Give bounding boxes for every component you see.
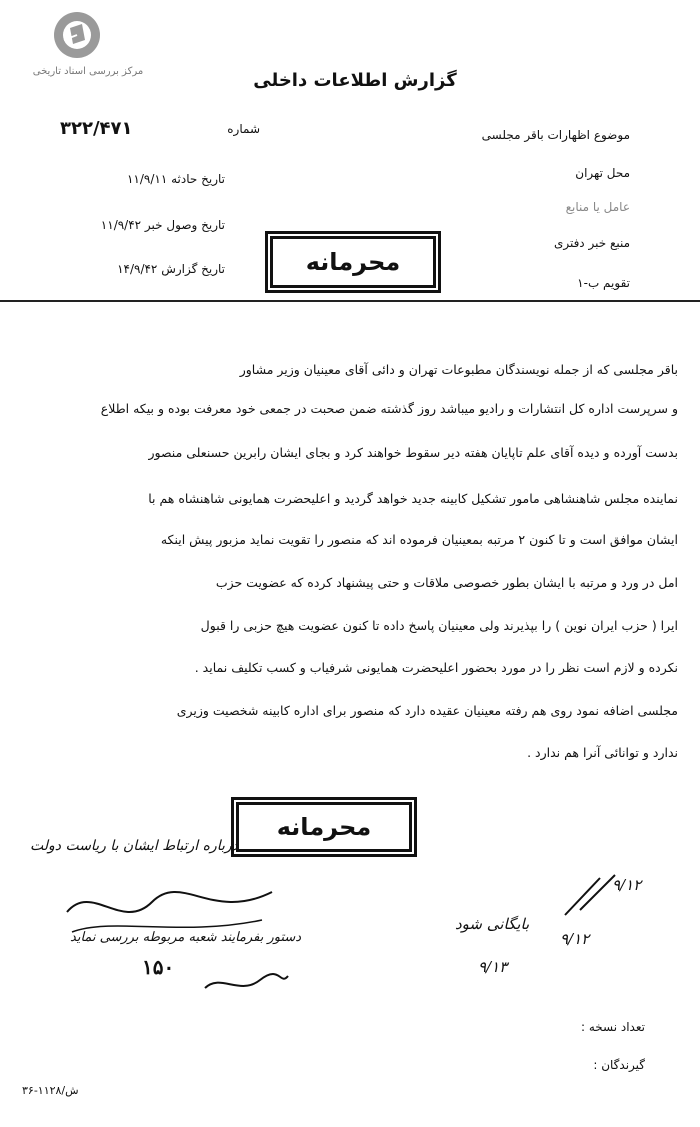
news-source-field: منبع خبر دفتری — [553, 236, 630, 250]
body-line: ایرا ( حزب ایران نوین ) را بپذیرند ولی معینیان پاسخ داده تا کنون عضویت هیچ حزبی را قبول — [200, 618, 678, 633]
document-title: گزارش اطلاعات داخلی — [253, 70, 457, 91]
handwritten-note-top: درباره ارتباط ایشان با ریاست دولت — [30, 838, 238, 854]
body-line: نماینده مجلس شاهنشاهی مامور تشکیل کابینه جدید خواهد گردید و اعلیحضرت همایونی شاهنشاه هم با — [148, 491, 678, 506]
body-line: باقر مجلسی که از جمله نویسندگان مطبوعات تهران و دائی آقای معینیان وزیر مشاور — [239, 362, 678, 377]
report-date: تاریخ گزارش ۱۴/۹/۴۲ — [117, 262, 225, 276]
check-scribble — [560, 870, 620, 920]
initials-scribble — [200, 968, 290, 998]
document-reference: ۳۶-۱۱۲۸/ش — [22, 1084, 79, 1097]
incident-date: تاریخ حادثه ۱۱/۹/۱۱ — [126, 172, 225, 186]
body-line: و سرپرست اداره کل انتشارات و رادیو میباشد روز گذشته ضمن صحبت در جمعی خود معرفت بوده و بیکه اطلاع — [100, 401, 678, 416]
location-field: محل تهران — [575, 166, 630, 180]
classification-stamp: محرمانه — [270, 236, 436, 288]
body-line: امل در ورد و مرتبه با ایشان بطور خصوصی ملاقات و حتی پیشنهاد کرده که عضویت حزب — [215, 575, 678, 590]
watermark-text: مرکز بررسی اسناد تاریخی — [32, 66, 144, 77]
body-line: ندارد و توانائی آنرا هم ندارد . — [527, 745, 678, 760]
handwritten-note-right: بایگانی شود — [455, 915, 530, 933]
archive-logo-icon — [52, 10, 102, 60]
assessment-field: تقویم ب-۱ — [577, 276, 630, 290]
handwritten-date: ۹/۱۳ — [478, 958, 508, 976]
body-line: نکرده و لازم است نظر را در مورد بحضور اعلیحضرت همایونی شرفیاب و کسب تکلیف نماید . — [194, 660, 678, 675]
source-field: عامل یا منابع — [565, 200, 630, 214]
recipients-field: گیرندگان : — [593, 1058, 645, 1072]
news-received-date: تاریخ وصول خبر ۱۱/۹/۴۲ — [100, 218, 225, 232]
body-line: بدست آورده و دیده آقای علم تاپایان هفته دیر سقوط خواهند کرد و بجای ایشان رابرین حسنعلی منصور — [148, 445, 678, 460]
handwritten-date: ۹/۱۲ — [560, 930, 590, 948]
document-number — [60, 118, 260, 142]
body-line: ایشان موافق است و تا کنون ۲ مرتبه بمعینیان فرموده اند که منصور را تقویت نماید مزبور پیش اینکه — [160, 532, 678, 547]
handwritten-number: ۱۵۰ — [142, 955, 175, 979]
subject-field: موضوع اظهارات باقر مجلسی — [481, 128, 630, 142]
body-line: مجلسی اضافه نمود روی هم رفته معینیان عقیده دارد که منصور برای اداره کابینه شخصیت وزیری — [176, 703, 678, 718]
document-number-value: ۳۲۲/۴۷۱ — [60, 118, 133, 139]
copies-field: تعداد نسخه : — [580, 1020, 645, 1034]
document-number-label: شماره — [227, 122, 260, 136]
classification-stamp-bottom: محرمانه — [236, 802, 412, 852]
handwritten-note-mid: دستور بفرمایند شعبه مربوطه بررسی نماید — [70, 930, 302, 945]
handwritten-date: ۹/۱۲ — [612, 876, 642, 894]
header-divider — [0, 300, 700, 302]
